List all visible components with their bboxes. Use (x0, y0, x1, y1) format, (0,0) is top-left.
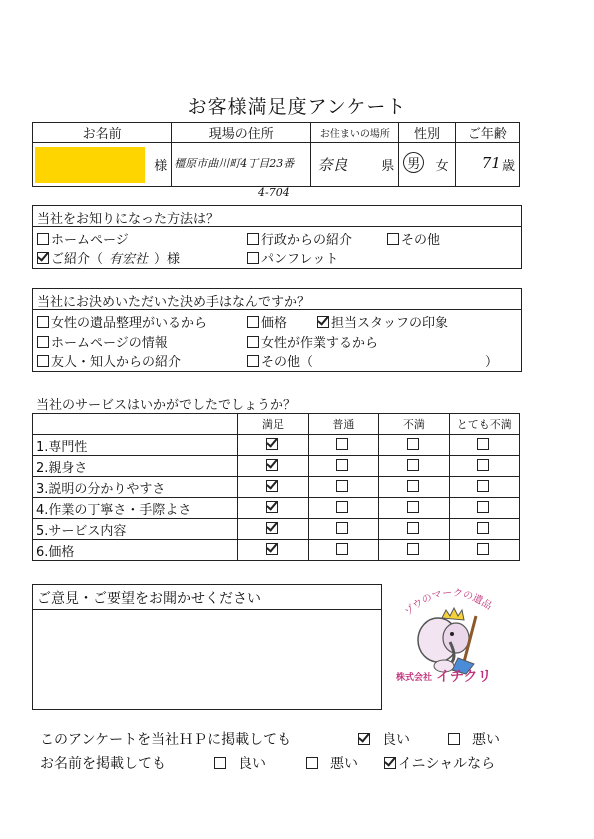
q2-section (32, 288, 522, 372)
rating-cell[interactable] (449, 519, 519, 540)
checkbox[interactable] (477, 480, 489, 492)
pref-suffix: 県 (381, 159, 395, 174)
logo-company-prefix: 株式会社 (396, 673, 433, 683)
rating-cell[interactable] (449, 435, 519, 456)
q2-option-homepage-info[interactable]: ホームページの情報 (37, 332, 168, 351)
svg-text:ゾウのマークの遺品整理: ゾウのマークの遺品 (402, 587, 494, 619)
footer-line2-initial[interactable]: イニシャルなら (384, 753, 495, 773)
gender-female: 女 (435, 159, 449, 174)
checkbox-checked[interactable] (266, 501, 278, 513)
checkbox[interactable] (37, 316, 49, 328)
footer-line2 (40, 753, 166, 773)
checkbox[interactable] (448, 733, 460, 745)
rating-row-label: 1.専門性 (33, 435, 238, 456)
checkbox[interactable] (407, 459, 419, 471)
age-value: 71 (481, 154, 501, 172)
q1-option-referral[interactable]: ご紹介（ 有宏社 ）様 (37, 248, 180, 267)
checkbox[interactable] (477, 522, 489, 534)
footer-line1-bad[interactable]: 悪い (448, 729, 500, 749)
residence-value: 奈良 (317, 156, 348, 174)
checkbox[interactable] (247, 252, 259, 264)
rating-row-label: 3.説明の分かりやすさ (33, 477, 238, 498)
footer-line1 (40, 729, 291, 749)
checkbox[interactable] (407, 501, 419, 513)
gender-male: 男 (403, 152, 424, 173)
footer-line1-text: このアンケートを当社ＨＰに掲載しても (40, 732, 292, 748)
rating-row-label: 4.作業の丁寧さ・手際よさ (33, 498, 238, 519)
checkbox-checked[interactable] (358, 733, 370, 745)
q1-question: 当社をお知りになった方法は？ (37, 212, 220, 227)
checkbox[interactable] (247, 316, 259, 328)
rating-cell[interactable] (308, 540, 378, 561)
rating-cell[interactable] (308, 435, 378, 456)
name-label: お名前 (33, 123, 172, 143)
checkbox[interactable] (214, 757, 226, 769)
rating-cell[interactable] (379, 435, 449, 456)
rating-cell[interactable] (449, 456, 519, 477)
checkbox[interactable] (407, 522, 419, 534)
col-dissatisfied: 不満 (379, 414, 449, 435)
q1-option-pamphlet[interactable]: パンフレット (247, 248, 338, 267)
checkbox[interactable] (336, 522, 348, 534)
q3-rating-table (32, 413, 520, 561)
checkbox[interactable] (336, 459, 348, 471)
checkbox[interactable] (477, 501, 489, 513)
q2-option-other[interactable]: その他（ (247, 351, 313, 370)
rating-cell[interactable] (308, 456, 378, 477)
q2-question: 当社にお決めいただいた決め手はなんですか？ (37, 295, 311, 310)
rating-cell[interactable] (449, 540, 519, 561)
col-normal: 普通 (308, 414, 378, 435)
rating-row (33, 477, 520, 498)
q1-section (32, 205, 522, 269)
rating-row-label: 2.親身さ (33, 456, 238, 477)
rating-cell[interactable] (449, 477, 519, 498)
rating-cell[interactable] (379, 540, 449, 561)
rating-cell[interactable] (308, 477, 378, 498)
checkbox[interactable] (37, 233, 49, 245)
checkbox[interactable] (247, 355, 259, 367)
q1-option-other[interactable]: その他 (387, 229, 440, 248)
checkbox[interactable] (247, 233, 259, 245)
checkbox-checked[interactable] (266, 459, 278, 471)
rating-row (33, 498, 520, 519)
q4-question: ご意見・ご要望をお聞かせください (37, 591, 261, 607)
rating-cell[interactable] (379, 498, 449, 519)
rating-cell[interactable] (379, 456, 449, 477)
rating-cell[interactable] (308, 519, 378, 540)
address-value: 橿原市曲川町4丁目23番 (174, 157, 295, 170)
gender-cell[interactable] (399, 143, 455, 187)
gender-label: 性別 (399, 123, 455, 143)
checkbox-checked[interactable] (266, 480, 278, 492)
checkbox[interactable] (336, 501, 348, 513)
checkbox[interactable] (306, 757, 318, 769)
name-cell[interactable] (33, 143, 172, 187)
rating-cell[interactable] (238, 477, 308, 498)
rating-cell[interactable] (238, 540, 308, 561)
rating-row (33, 456, 520, 477)
rating-cell[interactable] (379, 477, 449, 498)
residence-label: お住まいの場所 (311, 123, 399, 143)
rating-cell[interactable] (238, 519, 308, 540)
name-suffix: 様 (154, 159, 168, 174)
checkbox[interactable] (247, 336, 259, 348)
q2-option-price[interactable]: 価格 (247, 312, 287, 331)
checkbox[interactable] (477, 459, 489, 471)
address-label: 現場の住所 (172, 123, 311, 143)
rating-row (33, 540, 520, 561)
footer-line2-bad[interactable]: 悪い (306, 753, 358, 773)
col-satisfied: 満足 (238, 414, 308, 435)
checkbox-checked[interactable] (384, 757, 396, 769)
checkbox[interactable] (37, 336, 49, 348)
footer-line2-good[interactable]: 良い (214, 753, 266, 773)
checkbox[interactable] (387, 233, 399, 245)
company-logo (392, 582, 512, 694)
name-redaction (35, 147, 145, 183)
q1-option-gov[interactable]: 行政からの紹介 (247, 229, 352, 248)
footer-line1-good[interactable]: 良い (358, 729, 410, 749)
residence-cell[interactable] (311, 143, 399, 187)
rating-cell[interactable] (308, 498, 378, 519)
checkbox-checked[interactable] (37, 252, 49, 264)
checkbox[interactable] (37, 355, 49, 367)
rating-cell[interactable] (238, 498, 308, 519)
rating-cell[interactable] (379, 519, 449, 540)
rating-row (33, 519, 520, 540)
checkbox[interactable] (336, 543, 348, 555)
logo-company-name: イチクリ (436, 669, 492, 685)
age-cell[interactable] (455, 143, 519, 187)
checkbox[interactable] (336, 480, 348, 492)
customer-info-table (32, 122, 520, 187)
q1-option-homepage[interactable]: ホームページ (37, 229, 129, 248)
address-extra: 4-704 (258, 186, 290, 199)
checkbox[interactable] (407, 480, 419, 492)
checkbox[interactable] (336, 438, 348, 450)
q4-section (32, 584, 382, 710)
rating-row (33, 435, 520, 456)
q2-option-female-staff[interactable]: 女性の遺品整理がいるから (37, 312, 207, 331)
checkbox-checked[interactable] (317, 316, 329, 328)
checkbox[interactable] (477, 543, 489, 555)
checkbox-checked[interactable] (266, 522, 278, 534)
col-very-dissatisfied: とても不満 (449, 414, 519, 435)
checkbox[interactable] (407, 438, 419, 450)
q2-option-other-close: ） (485, 355, 499, 370)
rating-cell[interactable] (238, 456, 308, 477)
rating-row-label: 6.価格 (33, 540, 238, 561)
rating-cell[interactable] (449, 498, 519, 519)
comment-area[interactable] (33, 610, 381, 709)
q2-option-staff-impression[interactable]: 担当スタッフの印象 (317, 312, 448, 331)
checkbox[interactable] (477, 438, 489, 450)
rating-row-label: 5.サービス内容 (33, 519, 238, 540)
q2-option-friend[interactable]: 友人・知人からの紹介 (37, 351, 181, 370)
age-label: ご年齢 (455, 123, 519, 143)
q3-question: 当社のサービスはいかがでしたでしょうか？ (36, 398, 297, 413)
rating-cell[interactable] (238, 435, 308, 456)
checkbox-checked[interactable] (266, 543, 278, 555)
referral-name: 有宏社 (109, 252, 149, 267)
q2-option-female-work[interactable]: 女性が作業するから (247, 332, 378, 351)
footer-line2-text: お名前を掲載しても (40, 756, 166, 772)
checkbox-checked[interactable] (266, 438, 278, 450)
age-suffix: 歳 (501, 159, 515, 174)
address-cell[interactable] (172, 143, 311, 187)
checkbox[interactable] (407, 543, 419, 555)
page-title: お客様満足度アンケート (187, 96, 407, 118)
